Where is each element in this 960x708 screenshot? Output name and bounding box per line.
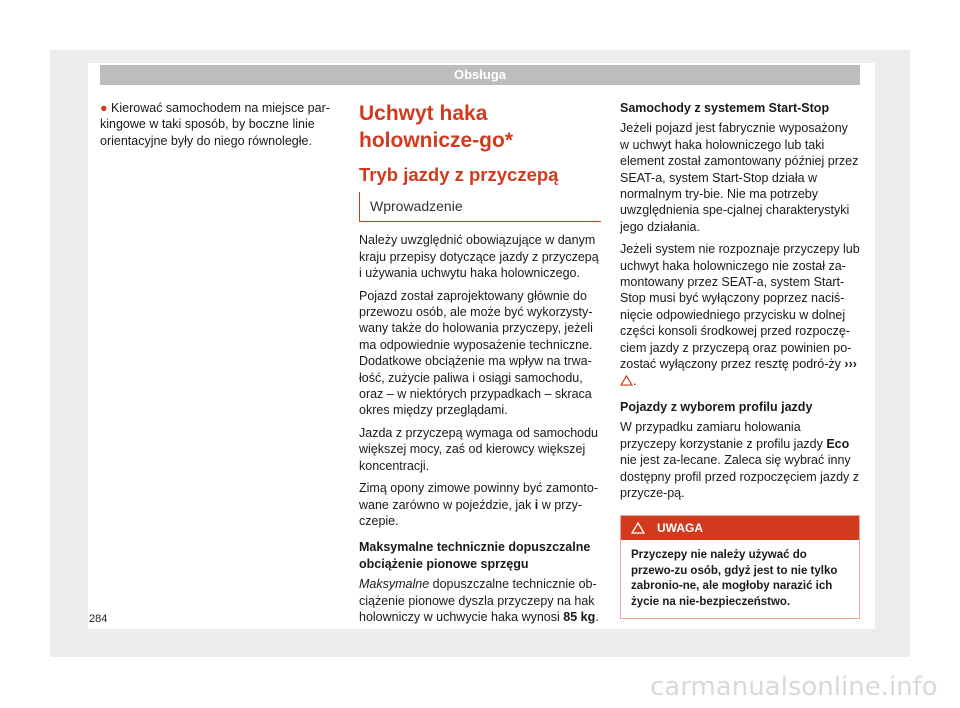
text-run: Jeżeli system nie rozpoznaje przyczepy lub uchwyt haka holowniczego nie został za-montowany przez SEAT-a, system Start-Stop musi być wyłączony poprzez naciś-nięcie odpowiedniego przycisku w dolnej części konsoli środkowej przed rozpoczę-ciem jazdy z przyczepą oraz powinien po-zostać wyłączony przez resztę podró-ży (620, 242, 860, 372)
subheading: Samochody z systemem Start-Stop (620, 101, 830, 115)
text-run-italic: Maksymalne (359, 577, 430, 592)
warning-triangle-icon (631, 522, 645, 534)
text-run: nie jest za-lecane. Zaleca się wybrać inny dostępny profil przed rozpoczęciem jazdy z przycze-pą. (620, 453, 860, 500)
text-run-bold: i (534, 497, 539, 512)
paragraph (620, 419, 860, 501)
text-run: . (595, 609, 599, 624)
column-left (100, 100, 332, 155)
chapter-title: Uchwyt haka holownicze-go* (359, 102, 513, 152)
warning-text: Przyczepy nie należy używać do przewo-zu osób, gdyż jest to nie tylko zabronio-ne, ale mogłoby narazić ich życie na nie-bezpieczeństwo. (631, 549, 838, 608)
cross-reference-link[interactable]: ››› (844, 357, 857, 372)
warning-header (621, 516, 859, 540)
text-run: w przy-czepie. (359, 497, 583, 528)
subsection-title: Wprowadzenie (370, 198, 463, 214)
section-header: Obsługa (100, 65, 860, 85)
text-run: Zimą opony zimowe powinny być zamonto-wane zarówno w pojeździe, jak (359, 481, 598, 512)
text-run-bold: Eco (826, 436, 850, 451)
subheading: Pojazdy z wyborem profilu jazdy (620, 399, 813, 414)
section-title: Tryb jazdy z przyczepą (359, 164, 559, 185)
page-number: 284 (89, 613, 108, 625)
bullet-text: Kierować samochodem na miejsce par-kingowe w taki sposób, by boczne linie orientacyjne były do niego równoległe. (100, 101, 330, 148)
paragraph (359, 480, 601, 529)
subheading: Maksymalne technicznie dopuszczalne obciążenie pionowe sprzęgu (359, 540, 591, 571)
watermark: carmanualsonline.info (650, 672, 938, 702)
column-middle (359, 100, 601, 631)
bullet-paragraph (100, 100, 332, 149)
paragraph (359, 576, 601, 625)
text-run: . (633, 373, 637, 388)
text-run: W przypadku zamiaru holowania przyczepy korzystanie z profilu jazdy (620, 420, 827, 451)
paragraph (620, 241, 860, 389)
warning-label: UWAGA (657, 521, 703, 536)
warning-box (620, 515, 860, 619)
paragraph: Należy uwzględnić obowiązujące w danym kraju przepisy dotyczące jazdy z przyczepą i używania uchwytu haka holowniczego. (359, 233, 599, 281)
bullet-icon: ● (100, 101, 108, 115)
subsection-heading (359, 192, 601, 222)
paragraph: Jeżeli pojazd jest fabrycznie wyposażony w uchwyt haka holowniczego lub taki element został zamontowany później przez SEAT-a, system Start-Stop działa w normalnym try-bie. Nie ma potrzeby uwzględnienia spe-cjalnej charakterystyki jego działania. (620, 121, 859, 234)
warning-triangle-icon[interactable] (620, 375, 633, 386)
paragraph: Jazda z przyczepą wymaga od samochodu większej mocy, zaś od kierowcy większej koncentracji. (359, 425, 599, 473)
text-run-bold: 85 kg (563, 609, 596, 624)
column-right (620, 100, 860, 619)
text-run: dopuszczalne technicznie ob-ciążenie pionowe dyszla przyczepy na hak holowniczy w uchwycie haka wynosi (359, 577, 597, 624)
paragraph: Pojazd został zaprojektowany głównie do przewozu osób, ale może być wykorzysty-wany także do holowania przyczepy, jeżeli ma odpowiednie wyposażenie techniczne. Dodatkowe obciążenie ma wpływ na trwa-łość, zużycie paliwa i osiągi samochodu, oraz – w niektórych przypadkach – skraca okres między przeglądami. (359, 288, 593, 418)
